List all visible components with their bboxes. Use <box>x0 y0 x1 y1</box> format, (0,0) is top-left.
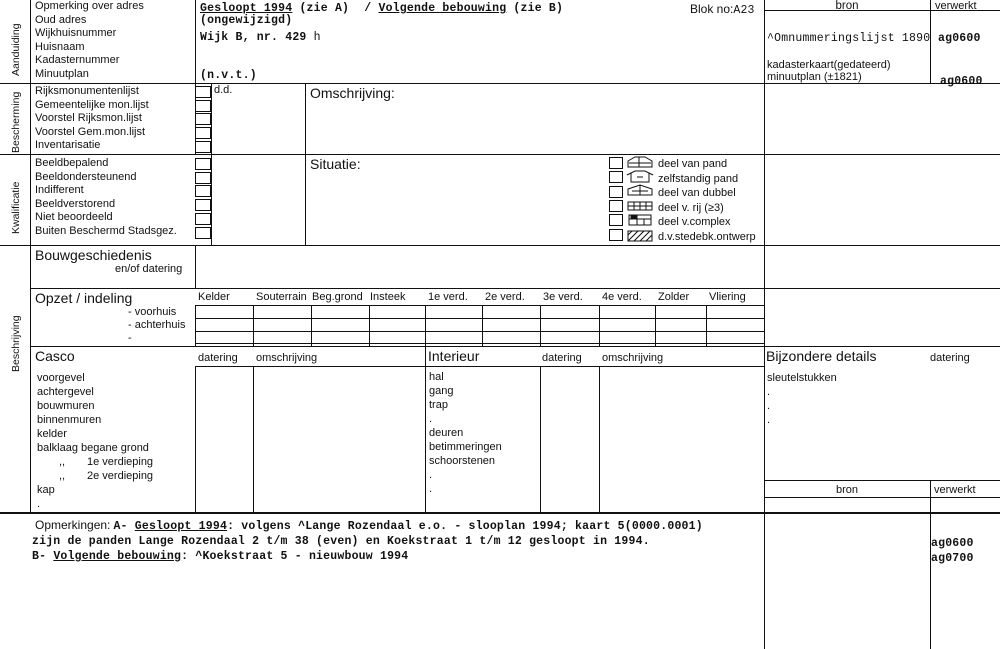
minuutplan-value: (n.v.t.) <box>200 69 257 82</box>
col-kelder: Kelder <box>198 291 230 303</box>
label-oud-adres: Oud adres <box>35 13 87 26</box>
casco-1e-verdieping: 1e verdieping <box>87 456 154 468</box>
interieur-extra-3: . <box>429 483 433 495</box>
bron-header-lower: bron <box>835 484 859 496</box>
opmerkingen-block <box>32 518 760 564</box>
oud-adres-value: (ongewijzigd) <box>200 14 293 27</box>
col-3e-verd: 3e verd. <box>543 291 583 303</box>
checkbox-niet-beoordeeld[interactable] <box>195 213 211 225</box>
remark-volgende-ref: (zie B) <box>513 2 564 15</box>
situatie-opties <box>658 157 756 244</box>
checkbox-deel-v-complex[interactable] <box>609 214 623 226</box>
bron-minuutplan: minuutplan (±1821) <box>767 71 862 83</box>
checkbox-voorstel-gem-mon[interactable] <box>195 127 211 139</box>
optie-deel-v-rij: deel v. rij (≥3) <box>658 201 724 214</box>
bouwgeschiedenis-heading: Bouwgeschiedenis <box>35 247 152 263</box>
interieur-trap: trap <box>429 399 448 411</box>
checkbox-stedebk-ontwerp[interactable] <box>609 229 623 241</box>
verwerkt-opmerking-2: ag0700 <box>931 552 974 565</box>
checkbox-deel-v-rij[interactable] <box>609 200 623 212</box>
side-label-beschrijving: Beschrijving <box>10 315 22 372</box>
bron-header: bron <box>835 0 859 12</box>
label-kadasternummer: Kadasternummer <box>35 54 120 66</box>
opmerking-b-text: : ^Koekstraat 5 - nieuwbouw 1994 <box>181 550 409 563</box>
checkbox-deel-van-pand[interactable] <box>609 157 623 169</box>
situatie-label: Situatie: <box>310 156 361 172</box>
bron-omnummeringslijst: ^Omnummeringslijst 1890 <box>767 32 931 45</box>
checkbox-beeldverstorend[interactable] <box>195 199 211 211</box>
interieur-gang: gang <box>429 385 454 397</box>
opzet-row-voorhuis: - voorhuis <box>128 306 177 318</box>
label-beeldondersteunend: Beeldondersteunend <box>35 170 137 183</box>
opmerkingen-label: Opmerkingen: <box>35 518 111 532</box>
casco-kelder: kelder <box>37 428 67 440</box>
interieur-extra-1: . <box>429 413 433 425</box>
casco-2e-verdieping-row <box>37 469 153 483</box>
casco-ditto-mark: ,, <box>58 456 66 468</box>
label-buiten-beschermd: Buiten Beschermd Stadsgez. <box>35 224 177 237</box>
opmerkingen-line-2: zijn de panden Lange Rozendaal 2 t/m 38 (even) en Koekstraat 1 t/m 12 gesloopt in 1994. <box>32 535 650 548</box>
verwerkt-header-lower: verwerkt <box>934 484 976 496</box>
side-label-aanduiding: Aanduiding <box>10 23 22 76</box>
bijzondere-items <box>767 371 837 427</box>
house-row-icon <box>628 202 652 210</box>
col-2e-verd: 2e verd. <box>485 291 525 303</box>
opmerkingen-line-1 <box>35 518 760 534</box>
house-part-icon <box>628 157 652 167</box>
opmerkingen-line-3 <box>32 549 760 564</box>
label-rijksmonumentenlijst: Rijksmonumentenlijst <box>35 85 139 97</box>
optie-stedebk-ontwerp: d.v.stedebk.ontwerp <box>658 230 756 243</box>
casco-omschrijving-header: omschrijving <box>256 352 318 364</box>
label-minuutplan: Minuutplan <box>35 67 89 80</box>
optie-zelfstandig-pand: zelfstandig pand <box>658 172 739 185</box>
checkbox-gemeentelijke-mon-lijst[interactable] <box>195 100 211 112</box>
casco-voorgevel: voorgevel <box>37 372 85 384</box>
blok-number <box>690 2 755 17</box>
interieur-schoorstenen: schoorstenen <box>429 455 496 467</box>
optie-deel-v-complex: deel v.complex <box>658 216 731 228</box>
bron-kadasterkaart: kadasterkaart(gedateerd) <box>767 59 891 71</box>
bijzondere-datering-header: datering <box>930 352 970 364</box>
casco-binnenmuren: binnenmuren <box>37 414 102 426</box>
casco-items <box>37 371 153 511</box>
verwerkt-minuutplan: ag0600 <box>940 75 983 88</box>
col-insteek: Insteek <box>370 291 406 303</box>
opmerking-b-prefix: B- <box>32 550 54 563</box>
casco-achtergevel: achtergevel <box>37 386 94 398</box>
interieur-items <box>429 370 502 496</box>
interieur-hal: hal <box>429 371 444 383</box>
verwerkt-omnummeringslijst: ag0600 <box>938 32 981 45</box>
bijzondere-extra-3: . <box>767 414 771 426</box>
side-label-kwalificatie: Kwalificatie <box>10 181 22 234</box>
label-wijkhuisnummer: Wijkhuisnummer <box>35 27 117 39</box>
urban-plan-icon <box>628 231 652 241</box>
optie-deel-van-pand: deel van pand <box>658 158 728 170</box>
bijzondere-details-heading: Bijzondere details <box>766 348 877 364</box>
bijzondere-sleutelstukken: sleutelstukken <box>767 372 837 384</box>
casco-balklaag: balklaag begane grond <box>37 442 149 454</box>
casco-1e-verdieping-row <box>37 455 153 469</box>
label-beeldbepalend: Beeldbepalend <box>35 157 109 169</box>
house-standalone-icon <box>627 171 653 182</box>
checkbox-indifferent[interactable] <box>195 185 211 197</box>
remark-gesloopt: Gesloopt 1994 <box>200 2 293 15</box>
opmerking-a-prefix: A- <box>113 520 135 533</box>
remark-gesloopt-ref: (zie A) <box>299 2 350 15</box>
casco-kap: kap <box>37 484 55 496</box>
col-zolder: Zolder <box>658 291 690 303</box>
casco-extra: . <box>37 498 41 510</box>
col-1e-verd: 1e verd. <box>428 291 468 303</box>
checkbox-zelfstandig-pand[interactable] <box>609 171 623 183</box>
house-double-icon <box>628 185 652 195</box>
col-beg-grond: Beg.grond <box>312 291 363 303</box>
datering-sublabel: en/of datering <box>115 263 183 275</box>
blok-value: A23 <box>733 4 755 17</box>
optie-deel-van-dubbel: deel van dubbel <box>658 187 736 199</box>
casco-heading: Casco <box>35 348 75 364</box>
wijk-letter: h <box>313 31 321 44</box>
label-opmerking-adres: Opmerking over adres <box>35 0 144 12</box>
interieur-omschrijving-header: omschrijving <box>602 352 664 364</box>
col-vliering: Vliering <box>709 291 746 303</box>
remark-volgende-bebouwing: Volgende bebouwing <box>378 2 507 15</box>
opmerking-b-title: Volgende bebouwing <box>53 550 182 563</box>
blok-label: Blok no: <box>690 2 734 16</box>
wijk-number: Wijk B, nr. 429 <box>200 31 307 44</box>
checkbox-rijksmonumentenlijst[interactable] <box>195 86 211 98</box>
checkbox-deel-van-dubbel[interactable] <box>609 186 623 198</box>
opzet-row-achterhuis: - achterhuis <box>128 319 186 331</box>
label-beeldverstorend: Beeldverstorend <box>35 197 116 210</box>
opzet-verdiepingen-header <box>0 291 1000 305</box>
bijzondere-extra-2: . <box>767 400 771 412</box>
label-voorstel-gem-mon: Voorstel Gem.mon.lijst <box>35 125 146 138</box>
casco-datering-header: datering <box>198 352 238 364</box>
opzet-heading: Opzet / indeling <box>35 290 133 306</box>
interieur-deuren: deuren <box>429 427 464 439</box>
bijzondere-extra-1: . <box>767 386 771 398</box>
building-type-pictograms <box>625 155 655 245</box>
casco-2e-verdieping: 2e verdieping <box>87 470 154 482</box>
casco-ditto-mark: ,, <box>58 470 66 482</box>
interieur-extra-2: . <box>429 469 433 481</box>
label-inventarisatie: Inventarisatie <box>35 139 101 151</box>
col-souterrain: Souterrain <box>256 291 307 303</box>
label-indifferent: Indifferent <box>35 184 84 196</box>
checkbox-voorstel-rijksmon[interactable] <box>195 113 211 125</box>
interieur-heading: Interieur <box>428 348 480 364</box>
bescherming-labels <box>35 85 149 153</box>
opzet-row-extra: - <box>128 332 132 344</box>
col-4e-verd: 4e verd. <box>602 291 642 303</box>
omschrijving-label: Omschrijving: <box>310 85 395 101</box>
checkbox-buiten-beschermd[interactable] <box>195 227 211 239</box>
kwalificatie-labels <box>35 157 177 238</box>
label-niet-beoordeeld: Niet beoordeeld <box>35 211 113 223</box>
verwerkt-header: verwerkt <box>935 0 977 12</box>
checkbox-beeldondersteunend[interactable] <box>195 172 211 184</box>
remark-separator: / <box>364 2 372 15</box>
interieur-betimmeringen: betimmeringen <box>429 441 502 453</box>
label-huisnaam: Huisnaam <box>35 40 85 53</box>
checkbox-beeldbepalend[interactable] <box>195 158 211 170</box>
verwerkt-opmerking-1: ag0600 <box>931 537 974 550</box>
opmerking-a-title: Gesloopt 1994 <box>134 520 228 533</box>
opmerking-a-text: : volgens ^Lange Rozendaal e.o. - slooplan 1994; kaart 5(0000.0001) <box>227 520 703 533</box>
dd-label: d.d. <box>214 84 233 96</box>
house-complex-icon <box>629 215 651 225</box>
interieur-datering-header: datering <box>542 352 582 364</box>
casco-bouwmuren: bouwmuren <box>37 400 95 412</box>
wijkhuisnummer-value <box>200 31 321 44</box>
label-voorstel-rijksmon: Voorstel Rijksmon.lijst <box>35 112 142 124</box>
side-label-bescherming: Bescherming <box>10 91 22 153</box>
label-gemeentelijke-mon-lijst: Gemeentelijke mon.lijst <box>35 98 149 111</box>
checkbox-inventarisatie[interactable] <box>195 141 211 153</box>
aanduiding-labels <box>35 0 144 81</box>
